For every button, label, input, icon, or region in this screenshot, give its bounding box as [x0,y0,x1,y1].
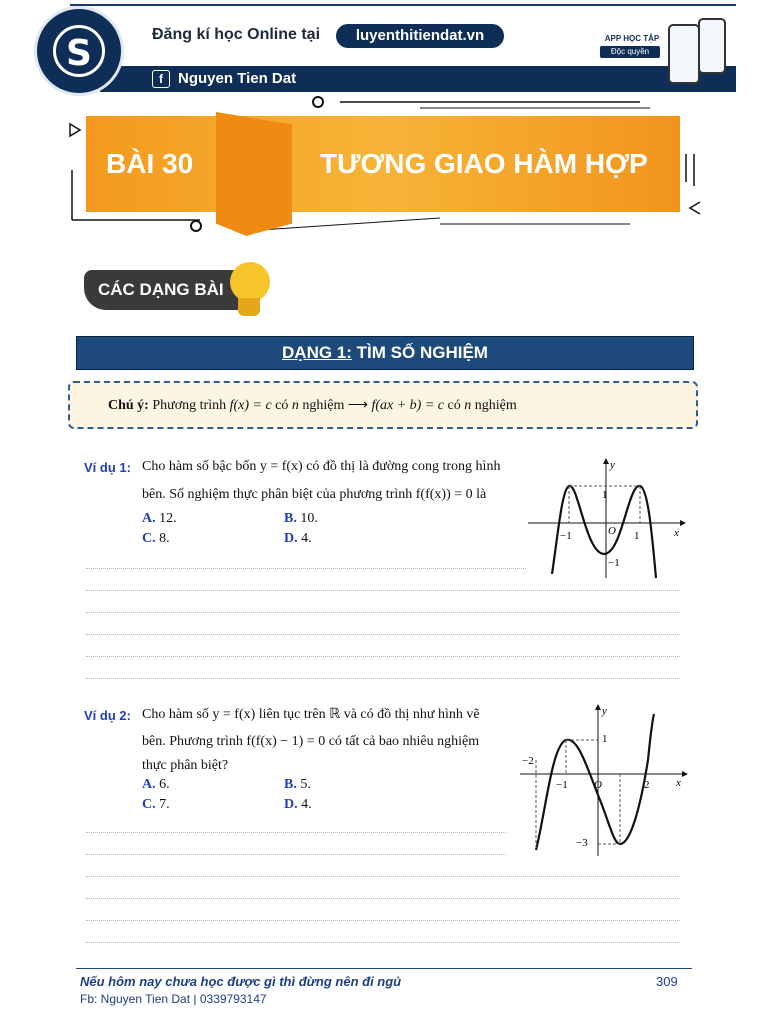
logo-glyph: S [66,33,92,74]
origin-label: O [594,779,602,791]
facebook-icon: f [152,70,170,88]
title-fold [216,112,292,236]
example1-option-c[interactable]: C. 8. [142,531,170,546]
dang-prefix: DẠNG 1: [282,343,352,362]
example1-label: Ví dụ 1: [84,460,131,475]
note-variable: n [464,398,472,413]
note-box [68,381,698,429]
example1-graph [524,454,688,584]
tick-label: 1 [602,733,608,745]
answer-line [86,656,680,657]
lightbulb-base [238,298,260,316]
answer-line [86,920,680,921]
arrow-icon: ⟶ [347,398,368,413]
lightbulb-icon [230,262,270,302]
logo-ring [53,25,105,77]
note-label: Chú ý: [108,398,149,413]
dang-name: TÌM SỐ NGHIỆM [356,343,488,362]
example2-line: Cho hàm số y = f(x) liên tục trên ℝ và có đồ thị như hình vẽ [142,707,480,722]
example2-option-b[interactable]: B. 5. [284,777,311,792]
tick-label: 1 [634,530,640,542]
facebook-name[interactable]: Nguyen Tien Dat [178,70,297,87]
origin-label: O [608,525,616,537]
example2-option-c[interactable]: C. 7. [142,797,170,812]
tick-label: −1 [556,779,568,791]
dang-heading [76,336,694,370]
example1-option-b[interactable]: B. 10. [284,511,318,526]
note-text: Phương trình [152,398,227,413]
example1-line: Cho hàm số bậc bốn y = f(x) có đồ thị là đường cong trong hình [142,459,501,474]
note-text: nghiệm [474,398,517,413]
note-text: có [275,398,289,413]
note-variable: n [291,398,299,413]
answer-line [86,634,680,635]
note-expression: f(ax + b) = c [371,398,445,413]
example1-option-a[interactable]: A. 12. [142,511,177,526]
tick-label: 1 [602,489,608,501]
answer-line [86,854,506,855]
phone-icon [668,24,700,84]
footer-contact: Fb: Nguyen Tien Dat | 0339793147 [80,992,267,1006]
answer-line [86,678,680,679]
section-tag: CÁC DẠNG BÀI [84,270,254,310]
footer-divider [76,968,692,969]
tick-label: −2 [522,755,534,767]
tick-label: −1 [608,557,620,569]
page-number: 309 [656,974,678,989]
brand-logo [34,6,124,96]
answer-line [86,942,680,943]
lesson-title: TƯƠNG GIAO HÀM HỢP [320,148,648,179]
example2-option-a[interactable]: A. 6. [142,777,170,792]
x-label: x [674,527,679,539]
note-text: nghiệm [302,398,345,413]
example2-option-d[interactable]: D. 4. [284,797,312,812]
answer-line [86,590,680,591]
note-expression: f(x) = c [229,398,272,413]
tick-label: −3 [576,837,588,849]
example2-line: bên. Phương trình f(f(x) − 1) = 0 có tất cả bao nhiêu nghiệm [142,734,480,749]
example1-line: bên. Số nghiệm thực phân biệt của phương trình f(f(x)) = 0 là [142,487,487,502]
answer-line [86,612,680,613]
footer-motto: Nếu hôm nay chưa học được gì thì đừng nên đi ngủ [80,974,402,989]
answer-line [86,876,680,877]
example1-option-d[interactable]: D. 4. [284,531,312,546]
example2-graph [516,700,690,860]
tick-label: 2 [644,779,650,791]
lesson-number: BÀI 30 [106,148,194,179]
phone-icon [698,18,726,74]
register-text: Đăng kí học Online tại [152,26,321,43]
y-label: y [610,459,615,471]
y-label: y [602,705,607,717]
example2-label: Ví dụ 2: [84,708,131,723]
example2-line: thực phân biệt? [142,758,229,773]
note-text: có [447,398,461,413]
answer-line [86,568,526,569]
app-badge: Độc quyền [600,46,660,58]
app-label: APP HỌC TẬP [604,34,660,43]
answer-line [86,832,506,833]
site-link[interactable]: luyenthitiendat.vn [336,24,504,48]
tick-label: −1 [560,530,572,542]
answer-line [86,898,680,899]
x-label: x [676,777,681,789]
note-content [108,397,517,414]
